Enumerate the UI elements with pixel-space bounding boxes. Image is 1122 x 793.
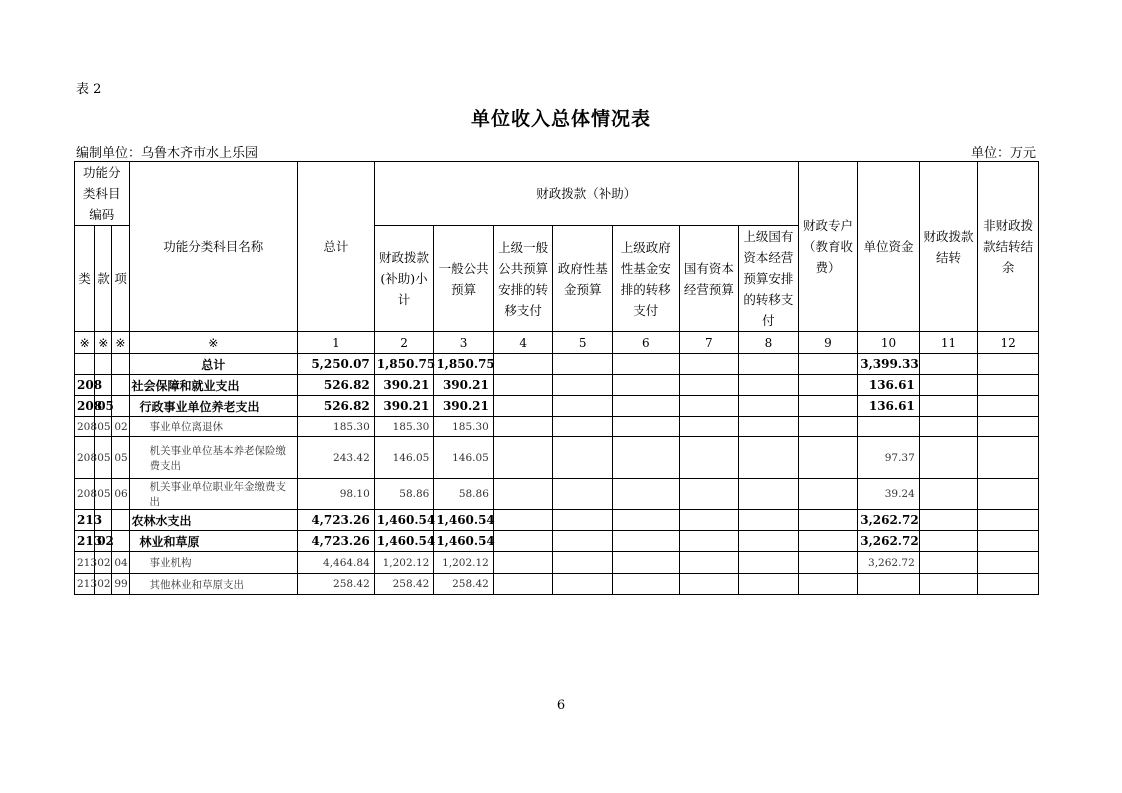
empty-cell bbox=[739, 510, 799, 531]
unit-funds-value: 3,262.72 bbox=[858, 552, 920, 574]
total-value: 258.42 bbox=[298, 574, 375, 595]
unit-funds-value: 97.37 bbox=[858, 437, 920, 479]
empty-cell bbox=[493, 479, 553, 510]
empty-cell bbox=[493, 375, 553, 396]
code-kuan: 02 bbox=[95, 531, 112, 552]
page-title: 单位收入总体情况表 bbox=[470, 108, 651, 130]
general-budget-value: 58.86 bbox=[434, 479, 494, 510]
table-row bbox=[75, 375, 1039, 396]
total-value: 243.42 bbox=[298, 437, 375, 479]
general-budget-value: 390.21 bbox=[434, 375, 494, 396]
empty-cell bbox=[553, 574, 613, 595]
unit-funds-value: 3,262.72 bbox=[858, 510, 920, 531]
total-value: 4,723.26 bbox=[298, 510, 375, 531]
code-xiang bbox=[112, 375, 129, 396]
empty-cell bbox=[553, 479, 613, 510]
empty-cell bbox=[978, 417, 1039, 437]
empty-cell bbox=[493, 552, 553, 574]
empty-cell bbox=[739, 437, 799, 479]
empty-cell bbox=[553, 531, 613, 552]
subject-name: 总计 bbox=[129, 354, 298, 375]
index-cell: ※ bbox=[75, 332, 95, 354]
table-row bbox=[75, 479, 1039, 510]
code-xiang bbox=[112, 354, 129, 375]
index-cell: 11 bbox=[919, 332, 978, 354]
empty-cell bbox=[679, 417, 739, 437]
subject-name: 社会保障和就业支出 bbox=[129, 375, 298, 396]
code-lei: 208 bbox=[75, 396, 95, 417]
empty-cell bbox=[493, 531, 553, 552]
total-value: 4,464.84 bbox=[298, 552, 375, 574]
code-kuan: 02 bbox=[95, 552, 112, 574]
unit-funds-value: 136.61 bbox=[858, 396, 920, 417]
header-transfer-state-capital: 上级国有资本经营预算安排的转移支付 bbox=[739, 226, 799, 332]
subject-name: 事业机构 bbox=[129, 552, 298, 574]
code-lei: 213 bbox=[75, 552, 95, 574]
empty-cell bbox=[919, 375, 978, 396]
index-cell: ※ bbox=[129, 332, 298, 354]
code-xiang bbox=[112, 396, 129, 417]
code-xiang: 99 bbox=[112, 574, 129, 595]
header-name: 功能分类科目名称 bbox=[129, 162, 298, 332]
header-fiscal-subtotal: 财政拨款(补助)小计 bbox=[374, 226, 434, 332]
total-value: 5,250.07 bbox=[298, 354, 375, 375]
empty-cell bbox=[493, 396, 553, 417]
code-kuan: 02 bbox=[95, 574, 112, 595]
header-transfer-gov-fund: 上级政府性基金安排的转移支付 bbox=[612, 226, 679, 332]
empty-cell bbox=[679, 354, 739, 375]
code-kuan: 05 bbox=[95, 417, 112, 437]
empty-cell bbox=[553, 552, 613, 574]
empty-cell bbox=[493, 574, 553, 595]
header-xiang: 项 bbox=[112, 226, 129, 332]
empty-cell bbox=[612, 574, 679, 595]
empty-cell bbox=[798, 574, 858, 595]
general-budget-value: 185.30 bbox=[434, 417, 494, 437]
empty-cell bbox=[919, 479, 978, 510]
general-budget-value: 390.21 bbox=[434, 396, 494, 417]
empty-cell bbox=[612, 396, 679, 417]
index-cell: 6 bbox=[612, 332, 679, 354]
empty-cell bbox=[919, 574, 978, 595]
code-xiang: 05 bbox=[112, 437, 129, 479]
unit-funds-value bbox=[858, 417, 920, 437]
index-cell: 10 bbox=[858, 332, 920, 354]
general-budget-value: 1,460.54 bbox=[434, 510, 494, 531]
code-lei: 213 bbox=[75, 574, 95, 595]
subject-name: 农林水支出 bbox=[129, 510, 298, 531]
unit-funds-value: 3,399.33 bbox=[858, 354, 920, 375]
empty-cell bbox=[679, 396, 739, 417]
empty-cell bbox=[978, 531, 1039, 552]
table-row bbox=[75, 552, 1039, 574]
subject-name: 机关事业单位基本养老保险缴费支出 bbox=[129, 437, 298, 479]
code-xiang bbox=[112, 510, 129, 531]
header-code-group: 功能分类科目编码 bbox=[75, 162, 130, 226]
empty-cell bbox=[919, 396, 978, 417]
general-budget-value: 1,202.12 bbox=[434, 552, 494, 574]
index-row bbox=[75, 332, 1039, 354]
header-nonfiscal-carry: 非财政拨款结转结余 bbox=[978, 162, 1039, 332]
code-lei: 213 bbox=[75, 531, 95, 552]
empty-cell bbox=[739, 479, 799, 510]
empty-cell bbox=[798, 375, 858, 396]
empty-cell bbox=[919, 510, 978, 531]
general-budget-value: 258.42 bbox=[434, 574, 494, 595]
empty-cell bbox=[739, 375, 799, 396]
empty-cell bbox=[978, 437, 1039, 479]
empty-cell bbox=[739, 574, 799, 595]
empty-cell bbox=[798, 552, 858, 574]
empty-cell bbox=[679, 552, 739, 574]
fiscal-subtotal-value: 1,202.12 bbox=[374, 552, 434, 574]
empty-cell bbox=[919, 437, 978, 479]
empty-cell bbox=[978, 574, 1039, 595]
subject-name: 机关事业单位职业年金缴费支出 bbox=[129, 479, 298, 510]
general-budget-value: 1,460.54 bbox=[434, 531, 494, 552]
total-value: 526.82 bbox=[298, 396, 375, 417]
empty-cell bbox=[493, 354, 553, 375]
fiscal-subtotal-value: 146.05 bbox=[374, 437, 434, 479]
header-fiscal-special: 财政专户（教育收费） bbox=[798, 162, 858, 332]
fiscal-subtotal-value: 1,460.54 bbox=[374, 510, 434, 531]
empty-cell bbox=[739, 531, 799, 552]
table-row bbox=[75, 396, 1039, 417]
empty-cell bbox=[978, 354, 1039, 375]
index-cell: 5 bbox=[553, 332, 613, 354]
fiscal-subtotal-value: 1,850.75 bbox=[374, 354, 434, 375]
header-unit-funds: 单位资金 bbox=[858, 162, 920, 332]
empty-cell bbox=[679, 437, 739, 479]
empty-cell bbox=[798, 510, 858, 531]
header-fiscal-group: 财政拨款（补助） bbox=[374, 162, 798, 226]
general-budget-value: 146.05 bbox=[434, 437, 494, 479]
code-xiang bbox=[112, 531, 129, 552]
table-row bbox=[75, 437, 1039, 479]
header-state-capital: 国有资本经营预算 bbox=[679, 226, 739, 332]
total-value: 4,723.26 bbox=[298, 531, 375, 552]
index-cell: 7 bbox=[679, 332, 739, 354]
empty-cell bbox=[612, 354, 679, 375]
empty-cell bbox=[919, 552, 978, 574]
code-xiang: 06 bbox=[112, 479, 129, 510]
header-fiscal-carry: 财政拨款结转 bbox=[919, 162, 978, 332]
code-lei: 208 bbox=[75, 479, 95, 510]
code-kuan: 05 bbox=[95, 479, 112, 510]
fiscal-subtotal-value: 390.21 bbox=[374, 375, 434, 396]
index-cell: ※ bbox=[112, 332, 129, 354]
general-budget-value: 1,850.75 bbox=[434, 354, 494, 375]
index-cell: 3 bbox=[434, 332, 494, 354]
header-gov-fund: 政府性基金预算 bbox=[553, 226, 613, 332]
empty-cell bbox=[919, 531, 978, 552]
empty-cell bbox=[798, 354, 858, 375]
empty-cell bbox=[553, 396, 613, 417]
empty-cell bbox=[739, 552, 799, 574]
empty-cell bbox=[493, 510, 553, 531]
empty-cell bbox=[739, 396, 799, 417]
unit-funds-value bbox=[858, 574, 920, 595]
unit-funds-value: 3,262.72 bbox=[858, 531, 920, 552]
total-value: 185.30 bbox=[298, 417, 375, 437]
code-kuan: 05 bbox=[95, 437, 112, 479]
empty-cell bbox=[612, 510, 679, 531]
empty-cell bbox=[739, 354, 799, 375]
empty-cell bbox=[553, 417, 613, 437]
index-cell: 4 bbox=[493, 332, 553, 354]
empty-cell bbox=[798, 479, 858, 510]
empty-cell bbox=[798, 437, 858, 479]
empty-cell bbox=[612, 531, 679, 552]
empty-cell bbox=[978, 375, 1039, 396]
empty-cell bbox=[978, 396, 1039, 417]
code-lei: 213 bbox=[75, 510, 95, 531]
table-number: 表 2 bbox=[76, 82, 102, 97]
code-kuan bbox=[95, 354, 112, 375]
empty-cell bbox=[553, 375, 613, 396]
total-value: 98.10 bbox=[298, 479, 375, 510]
header-general-budget: 一般公共预算 bbox=[434, 226, 494, 332]
empty-cell bbox=[798, 531, 858, 552]
empty-cell bbox=[612, 437, 679, 479]
header-kuan: 款 bbox=[95, 226, 112, 332]
code-xiang: 02 bbox=[112, 417, 129, 437]
index-cell: 2 bbox=[374, 332, 434, 354]
table-row bbox=[75, 354, 1039, 375]
subject-name: 事业单位离退休 bbox=[129, 417, 298, 437]
code-lei bbox=[75, 354, 95, 375]
empty-cell bbox=[679, 510, 739, 531]
fiscal-subtotal-value: 258.42 bbox=[374, 574, 434, 595]
empty-cell bbox=[919, 354, 978, 375]
index-cell: ※ bbox=[95, 332, 112, 354]
table-row bbox=[75, 531, 1039, 552]
unit-funds-value: 136.61 bbox=[858, 375, 920, 396]
empty-cell bbox=[553, 437, 613, 479]
empty-cell bbox=[612, 375, 679, 396]
fiscal-subtotal-value: 1,460.54 bbox=[374, 531, 434, 552]
empty-cell bbox=[798, 396, 858, 417]
empty-cell bbox=[553, 354, 613, 375]
empty-cell bbox=[612, 552, 679, 574]
header-total: 总计 bbox=[298, 162, 375, 332]
empty-cell bbox=[978, 552, 1039, 574]
empty-cell bbox=[739, 417, 799, 437]
empty-cell bbox=[612, 417, 679, 437]
empty-cell bbox=[493, 437, 553, 479]
page-number: 6 bbox=[556, 698, 566, 713]
code-lei: 208 bbox=[75, 437, 95, 479]
empty-cell bbox=[493, 417, 553, 437]
empty-cell bbox=[978, 479, 1039, 510]
code-lei: 208 bbox=[75, 375, 95, 396]
total-value: 526.82 bbox=[298, 375, 375, 396]
empty-cell bbox=[679, 375, 739, 396]
header-transfer-general: 上级一般公共预算安排的转移支付 bbox=[493, 226, 553, 332]
fiscal-subtotal-value: 185.30 bbox=[374, 417, 434, 437]
table-row bbox=[75, 417, 1039, 437]
subject-name: 林业和草原 bbox=[129, 531, 298, 552]
fiscal-subtotal-value: 390.21 bbox=[374, 396, 434, 417]
empty-cell bbox=[553, 510, 613, 531]
empty-cell bbox=[679, 531, 739, 552]
unit-funds-value: 39.24 bbox=[858, 479, 920, 510]
code-lei: 208 bbox=[75, 417, 95, 437]
fiscal-subtotal-value: 58.86 bbox=[374, 479, 434, 510]
empty-cell bbox=[978, 510, 1039, 531]
empty-cell bbox=[679, 574, 739, 595]
index-cell: 12 bbox=[978, 332, 1039, 354]
code-xiang: 04 bbox=[112, 552, 129, 574]
code-kuan: 05 bbox=[95, 396, 112, 417]
currency-unit: 单位：万元 bbox=[970, 146, 1036, 161]
index-cell: 9 bbox=[798, 332, 858, 354]
table-row bbox=[75, 510, 1039, 531]
subject-name: 其他林业和草原支出 bbox=[129, 574, 298, 595]
empty-cell bbox=[798, 417, 858, 437]
empty-cell bbox=[919, 417, 978, 437]
empty-cell bbox=[679, 479, 739, 510]
empty-cell bbox=[612, 479, 679, 510]
table-row bbox=[75, 574, 1039, 595]
compiling-unit: 编制单位：乌鲁木齐市水上乐园 bbox=[76, 146, 259, 161]
index-cell: 1 bbox=[298, 332, 375, 354]
income-table bbox=[74, 161, 1039, 595]
header-lei: 类 bbox=[75, 226, 95, 332]
subject-name: 行政事业单位养老支出 bbox=[129, 396, 298, 417]
index-cell: 8 bbox=[739, 332, 799, 354]
